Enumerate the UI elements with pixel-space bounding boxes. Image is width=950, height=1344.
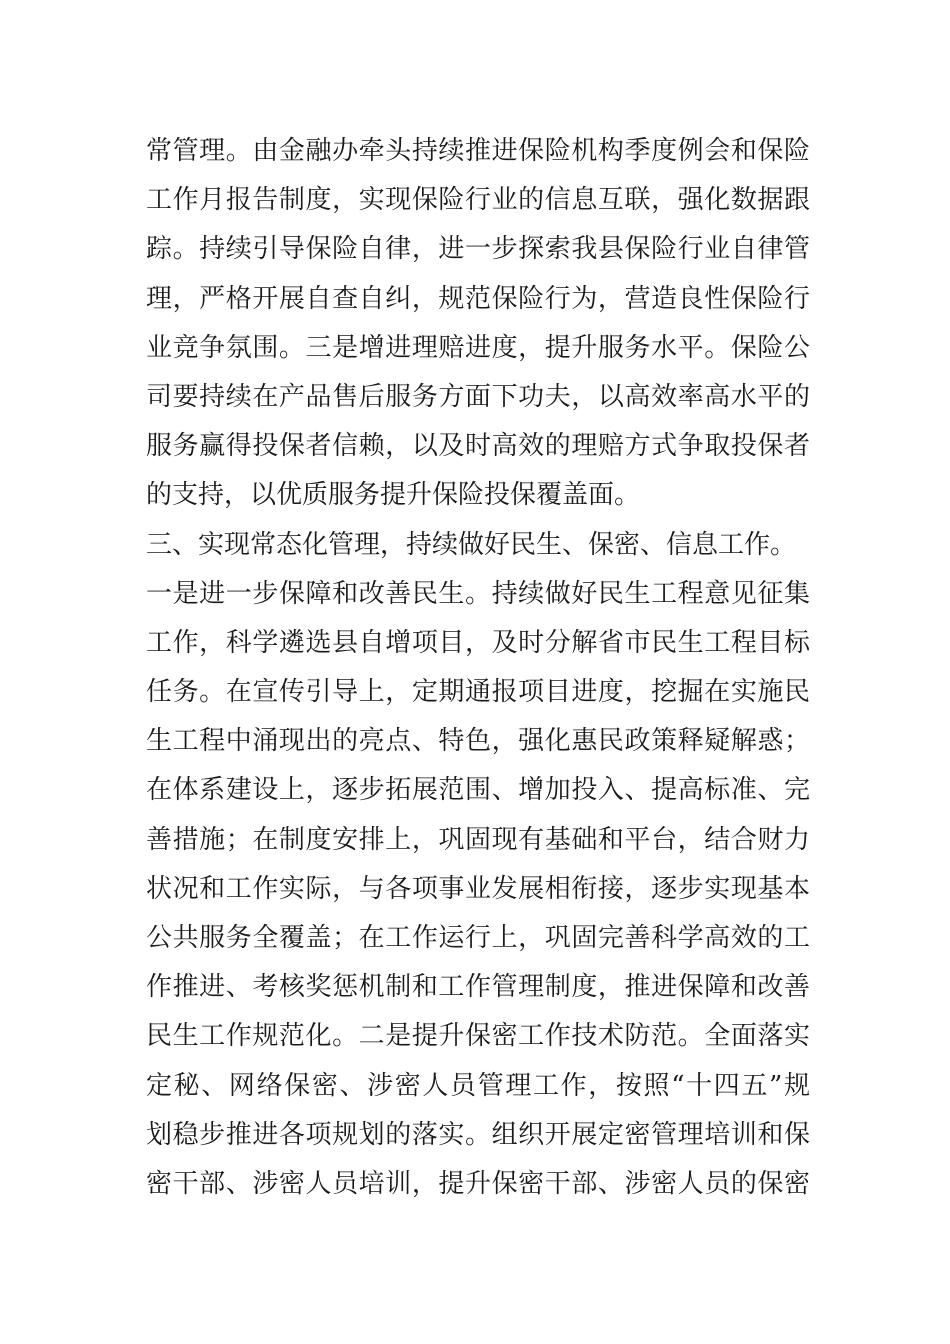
text-line: 一是进一步保障和改善民生。持续做好民生工程意见征集: [146, 578, 810, 609]
text-line: 服务赢得投保者信赖，以及时高效的理赔方式争取投保者: [146, 431, 810, 462]
text-line: 划稳步推进各项规划的落实。组织开展定密管理培训和保: [146, 1119, 810, 1150]
text-line: 定秘、网络保密、涉密人员管理工作，按照“十四五”规: [146, 1070, 810, 1101]
text-line: 作推进、考核奖惩机制和工作管理制度，推进保障和改善: [146, 972, 810, 1003]
text-line: 踪。持续引导保险自律，进一步探索我县保险行业自律管: [146, 234, 810, 265]
text-line: 理，严格开展自查自纠，规范保险行为，营造良性保险行: [146, 283, 810, 314]
text-line: 公共服务全覆盖；在工作运行上，巩固完善科学高效的工: [146, 923, 810, 953]
text-line: 状况和工作实际，与各项事业发展相衔接，逐步实现基本: [146, 873, 810, 904]
text-line: 业竞争氛围。三是增进理赔进度，提升服务水平。保险公: [146, 332, 810, 363]
text-line: 善措施；在制度安排上，巩固现有基础和平台，结合财力: [146, 824, 810, 855]
text-line: 在体系建设上，逐步拓展范围、增加投入、提高标准、完: [146, 775, 810, 806]
text-line: 常管理。由金融办牵头持续推进保险机构季度例会和保险: [146, 136, 810, 166]
text-line: 民生工作规范化。二是提升保密工作技术防范。全面落实: [146, 1021, 810, 1052]
text-line: 工作月报告制度，实现保险行业的信息互联，强化数据跟: [146, 185, 810, 216]
text-line: 工作，科学遴选县自增项目，及时分解省市民生工程目标: [146, 627, 810, 658]
text-line: 的支持，以优质服务提升保险投保覆盖面。: [146, 480, 641, 511]
text-line: 密干部、涉密人员培训，提升保密干部、涉密人员的保密: [146, 1168, 810, 1199]
text-line: 生工程中涌现出的亮点、特色，强化惠民政策释疑解惑；: [146, 726, 810, 757]
section-heading: 三、实现常态化管理，持续做好民生、保密、信息工作。: [146, 529, 797, 560]
text-line: 任务。在宣传引导上，定期通报项目进度，挖掘在实施民: [146, 677, 810, 708]
text-line: 司要持续在产品售后服务方面下功夫，以高效率高水平的: [146, 381, 810, 412]
body-text: [146, 127, 810, 1209]
